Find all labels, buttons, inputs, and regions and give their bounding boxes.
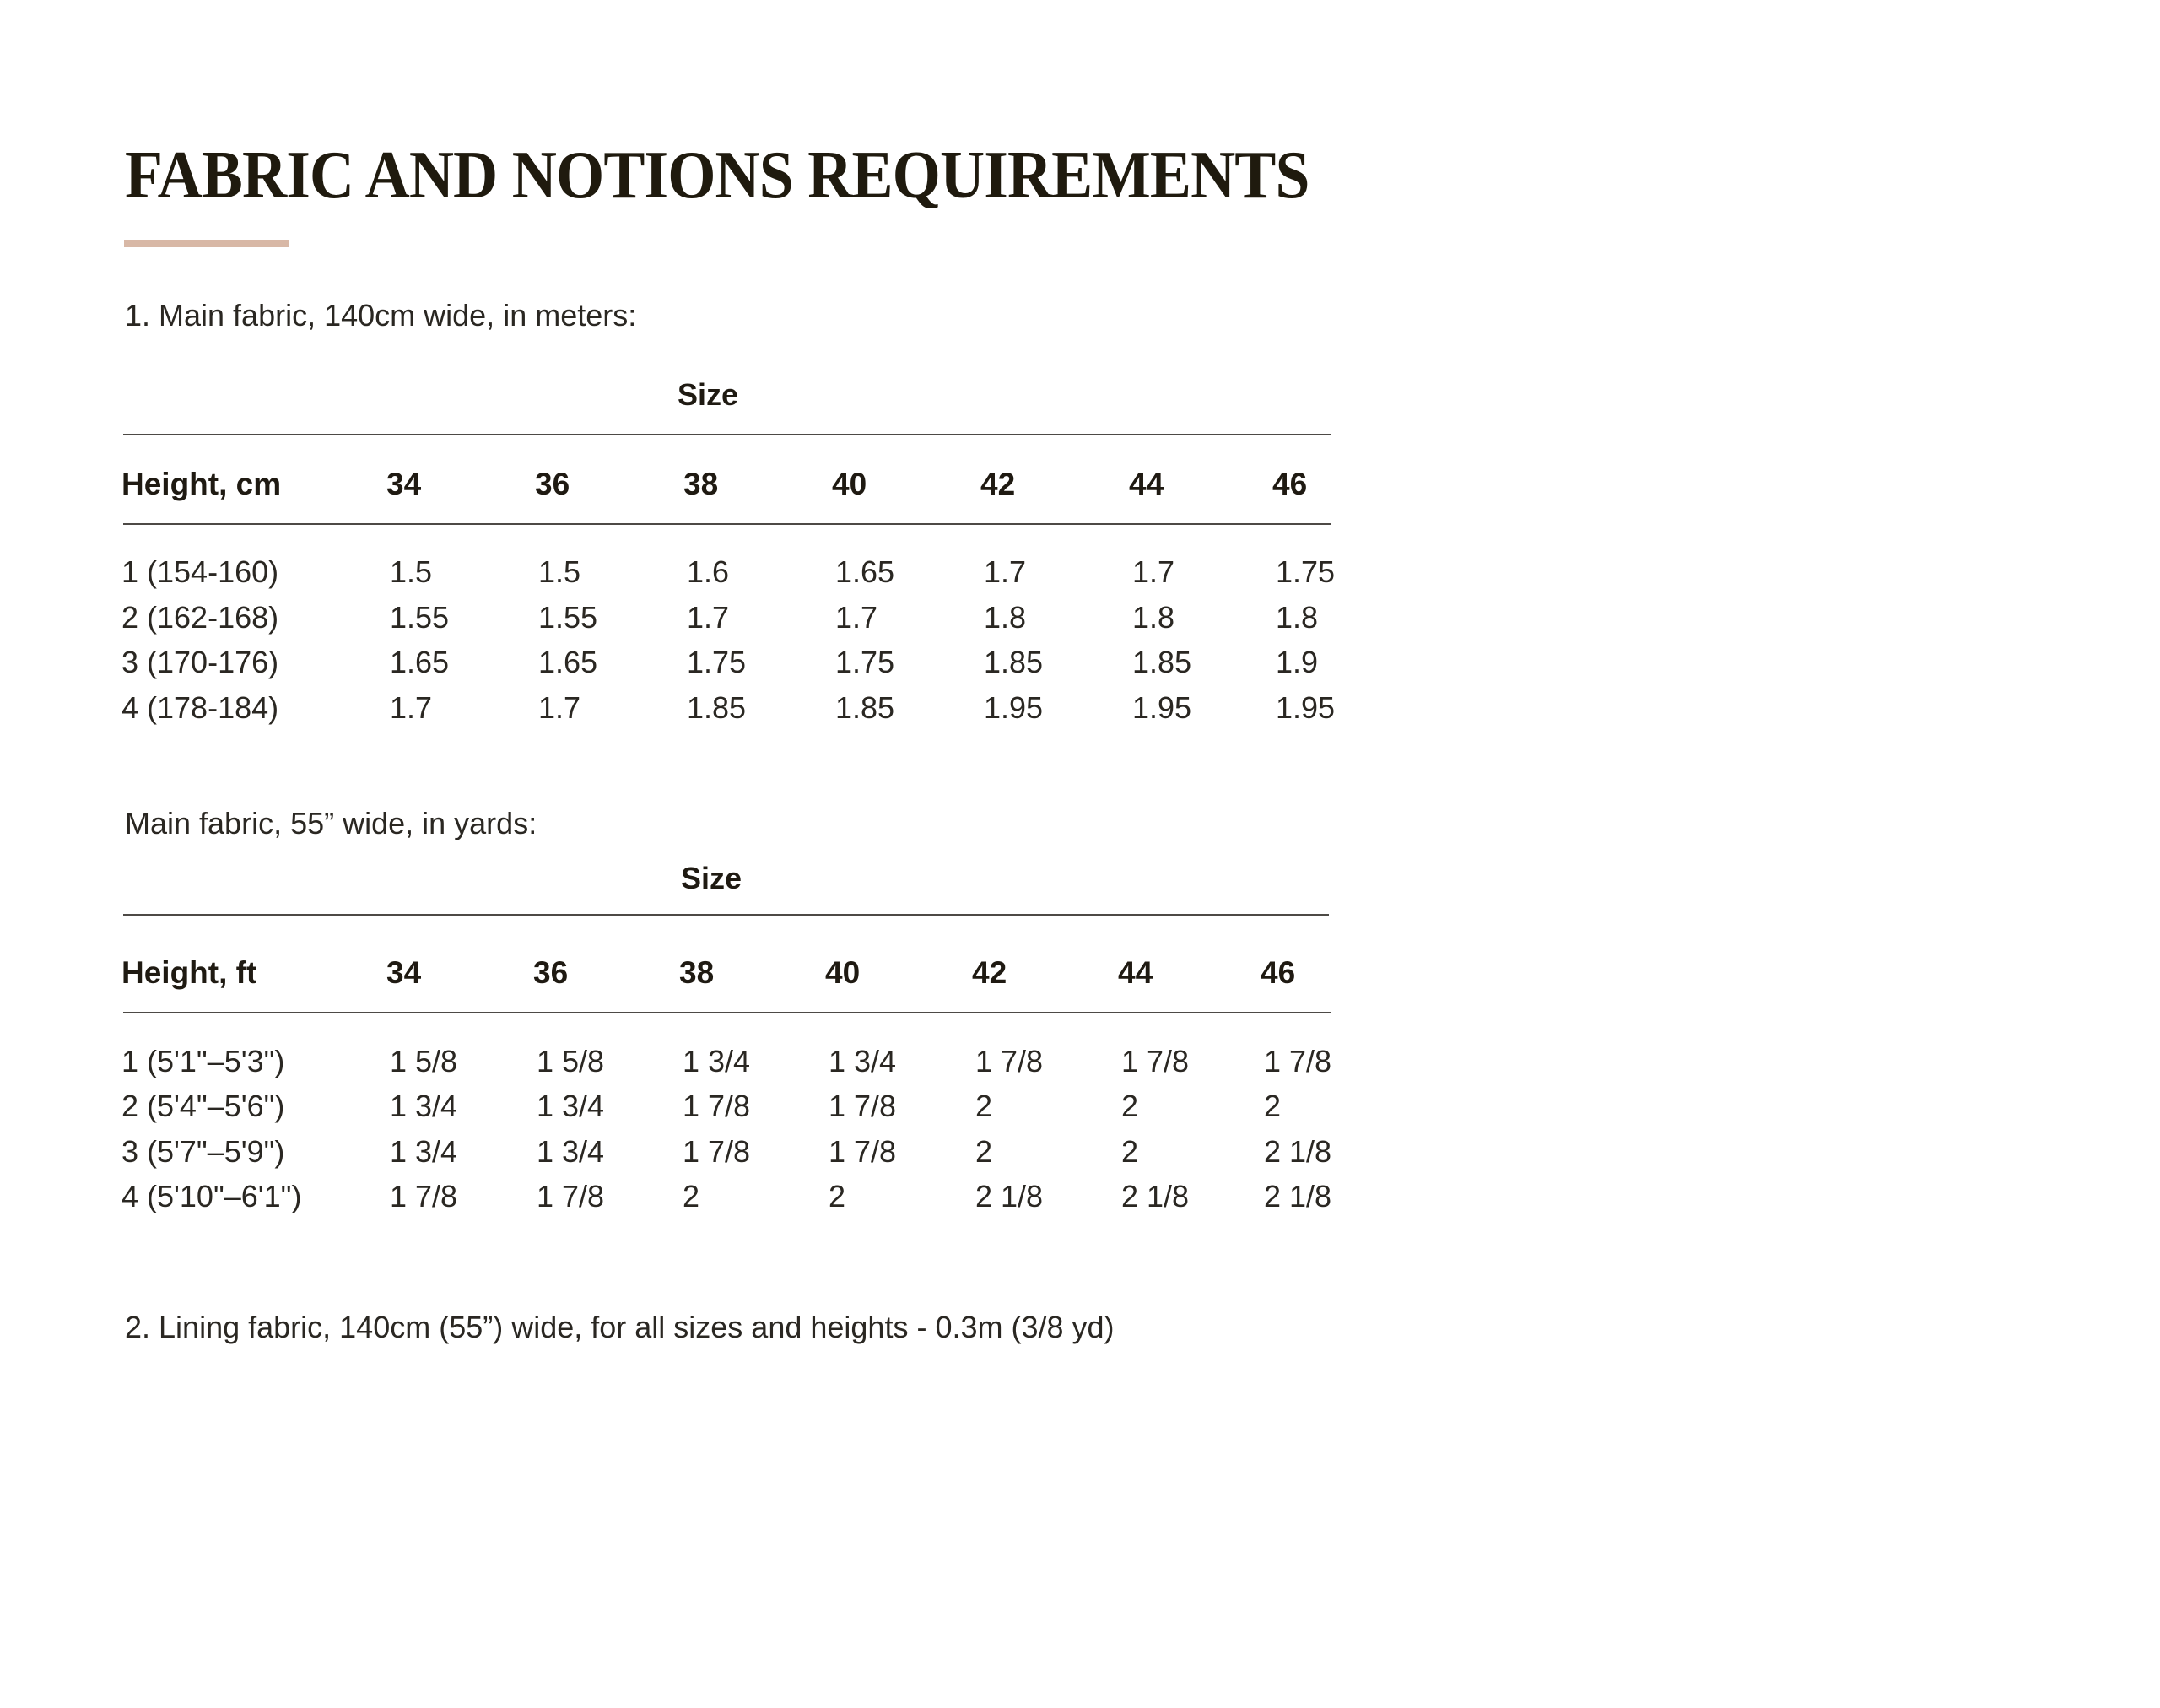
table-cell: 2: [1264, 1089, 1282, 1124]
table-cell: 1.5: [390, 554, 433, 589]
table-cell: 1 5/8: [537, 1044, 605, 1078]
table-cell: 1 3/4: [537, 1089, 605, 1124]
size-header-36: 36: [535, 467, 570, 501]
table-cell: 2: [1121, 1133, 1139, 1169]
table-cell: 1.7: [1132, 554, 1175, 589]
table-cell: 1 7/8: [390, 1178, 458, 1213]
table-cell: 1.8: [984, 599, 1027, 635]
table-cell: 1.7: [538, 689, 581, 725]
row-label: 2 (5'4"–5'6"): [122, 1089, 285, 1124]
table-cell: 1.85: [835, 689, 895, 725]
size-header-44: 44: [1118, 955, 1153, 990]
table-cell: 2: [975, 1133, 993, 1169]
table-cell: 1 7/8: [1121, 1044, 1190, 1078]
table-cell: 2 1/8: [1121, 1178, 1190, 1213]
row-label: 1 (5'1"–5'3"): [122, 1044, 285, 1078]
size-header-38: 38: [683, 467, 719, 501]
section1-caption: 1. Main fabric, 140cm wide, in meters:: [125, 298, 637, 332]
table-cell: 2: [683, 1178, 700, 1213]
size-header-36: 36: [533, 955, 569, 990]
table-cell: 1.8: [1132, 599, 1175, 635]
row-label: 1 (154-160): [122, 554, 279, 589]
section2-top-rule: [123, 914, 1329, 916]
table-cell: 1.8: [1276, 599, 1319, 635]
table-cell: 2 1/8: [975, 1178, 1044, 1213]
section2-caption: Main fabric, 55” wide, in yards:: [125, 806, 537, 840]
table-cell: 1.5: [538, 554, 581, 589]
size-header-42: 42: [980, 467, 1016, 501]
table-cell: 1 3/4: [683, 1044, 751, 1078]
table-cell: 1.95: [1132, 689, 1192, 725]
table-cell: 1.7: [835, 599, 878, 635]
row-label: 4 (5'10"–6'1"): [122, 1178, 302, 1213]
size-header-44: 44: [1129, 467, 1164, 501]
size-header-38: 38: [679, 955, 715, 990]
table-cell: 2: [975, 1089, 993, 1124]
table-cell: 1 3/4: [390, 1089, 458, 1124]
table-cell: 1.55: [538, 599, 598, 635]
size-header-42: 42: [972, 955, 1007, 990]
section1-header-label: Height, cm: [122, 467, 282, 501]
section1-size-label: Size: [678, 377, 739, 412]
table-cell: 1.95: [984, 689, 1044, 725]
row-label: 3 (5'7"–5'9"): [122, 1133, 285, 1169]
table-cell: 1 7/8: [829, 1089, 897, 1124]
size-header-40: 40: [825, 955, 861, 990]
table-cell: 2 1/8: [1264, 1178, 1332, 1213]
section1-header-rule: [123, 523, 1331, 525]
table-cell: 2: [1121, 1089, 1139, 1124]
table-cell: 1 7/8: [829, 1133, 897, 1169]
table-cell: 1.75: [687, 645, 747, 679]
section2-header-label: Height, ft: [122, 955, 257, 990]
row-label: 4 (178-184): [122, 689, 279, 725]
row-label: 3 (170-176): [122, 645, 279, 679]
table-cell: 1 5/8: [390, 1044, 458, 1078]
table-cell: 1.95: [1276, 689, 1336, 725]
section1-top-rule: [123, 434, 1331, 435]
table-cell: 1.65: [835, 554, 895, 589]
table-cell: 1.65: [538, 645, 598, 679]
size-header-46: 46: [1261, 955, 1296, 990]
table-cell: 1 3/4: [829, 1044, 897, 1078]
table-cell: 1.85: [984, 645, 1044, 679]
title-accent-bar: [124, 240, 289, 247]
table-cell: 1.6: [687, 554, 730, 589]
size-header-46: 46: [1272, 467, 1308, 501]
size-header-40: 40: [832, 467, 867, 501]
table-cell: 1 7/8: [683, 1133, 751, 1169]
table-cell: 1 7/8: [537, 1178, 605, 1213]
table-cell: 2 1/8: [1264, 1133, 1332, 1169]
table-cell: 1.85: [1132, 645, 1192, 679]
table-cell: 1.9: [1276, 645, 1319, 679]
table-cell: 1.7: [687, 599, 730, 635]
table-cell: 1 7/8: [1264, 1044, 1332, 1078]
section2-header-rule: [123, 1012, 1331, 1013]
table-cell: 1 7/8: [975, 1044, 1044, 1078]
size-header-34: 34: [386, 467, 422, 501]
section2-size-label: Size: [681, 861, 742, 895]
table-cell: 1.7: [984, 554, 1027, 589]
table-cell: 1.7: [390, 689, 433, 725]
page-title: FABRIC AND NOTIONS REQUIREMENTS: [125, 138, 1310, 213]
table-cell: 1.75: [1276, 554, 1336, 589]
table-cell: 1.55: [390, 599, 450, 635]
table-cell: 1.85: [687, 689, 747, 725]
row-label: 2 (162-168): [122, 599, 279, 635]
lining-note: 2. Lining fabric, 140cm (55”) wide, for all sizes and heights - 0.3m (3/8 yd): [125, 1310, 1115, 1344]
size-header-34: 34: [386, 955, 422, 990]
table-cell: 1 7/8: [683, 1089, 751, 1124]
table-cell: 1.75: [835, 645, 895, 679]
table-cell: 1 3/4: [390, 1133, 458, 1169]
table-cell: 1.65: [390, 645, 450, 679]
table-cell: 1 3/4: [537, 1133, 605, 1169]
table-cell: 2: [829, 1178, 846, 1213]
